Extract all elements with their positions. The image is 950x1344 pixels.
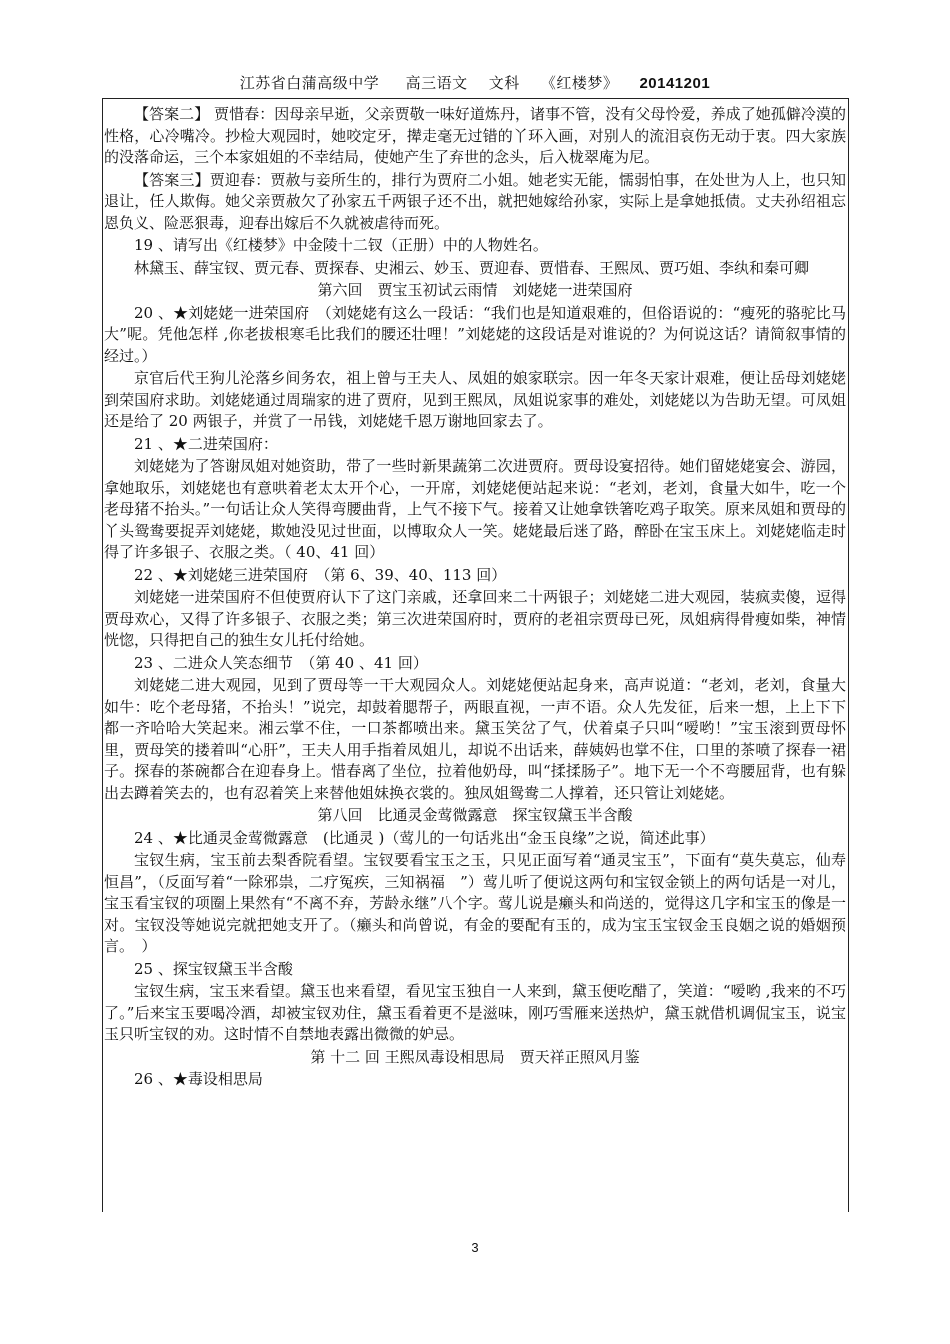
chapter-12-heading: 第 十二 回 王熙凤毒设相思局 贾天祥正照风月鉴 — [310, 1047, 640, 1066]
chapter-8-heading: 第八回 比通灵金莺微露意 探宝钗黛玉半含酸 — [317, 806, 633, 824]
header-subject: 高三语文 — [405, 74, 468, 92]
header-track: 文科 — [488, 74, 520, 92]
answer-24: 宝钗生病，宝玉前去梨香院看望。宝钗要看宝玉之玉，只见正面写着“通灵宝玉”，下面有“莫失莫忘，仙寿恒昌”，（反面写着“一除邪祟，二疗冤疾，三知祸福 ”）莺儿听了便说这两句和宝钗金锁上的两句话是一对儿，宝玉看宝钗的项圈上果然有“不离不弃，芳龄永继”八个字。莺儿说是癞头和尚送的，觉得这几字和宝玉的像是一对。宝钗没等她说完就把她支开了。（癞头和尚曾说，有金的要配有玉的，成为宝玉宝钗金玉良姻之说的婚姻预言。 ） — [104, 851, 846, 955]
question-25: 25 、探宝钗黛玉半含酸 — [134, 959, 293, 978]
question-22: 22 、★刘姥姥三进荣国府 （第 6、39、40、113 回） — [134, 565, 507, 584]
question-20: 20 、★刘姥姥一进荣国府 （刘姥姥有这么一段话：“我们也是知道艰难的，但俗语说的：“瘦死的骆驼比马大”呢。凭他怎样 ,你老拔根寒毛比我们的腰还壮哩！”刘姥姥的这段话是对谁说的？为何说这话？请简叙事情的经过。） — [104, 303, 846, 365]
header-book: 《红楼梦》 — [540, 74, 619, 92]
answer-22: 刘姥姥一进荣国府不但使贾府认下了这门亲戚，还拿回来二十两银子；刘姥姥二进大观园，装疯卖傻，逗得贾母欢心，又得了许多银子、衣服之类；第三次进荣国府时，贾府的老祖宗贾母已死，凤姐病得骨瘦如柴，神情恍惚，只得把自己的独生女儿托付给她。 — [104, 588, 846, 649]
answer-three-paragraph: 【答案三】贾迎春：贾赦与妾所生的，排行为贾府二小姐。她老实无能，懦弱怕事，在处世为人上，也只知退让，任人欺侮。她父亲贾赦欠了孙家五千两银子还不出，就把她嫁给孙家，实际上是拿她抵债。丈夫孙绍祖忘恩负义、险恶狠毒，迎春出嫁后不久就被虐待而死。 — [104, 170, 846, 232]
frame-right-border — [848, 98, 849, 1212]
question-24: 24 、★比通灵金莺微露意 (比通灵 )（莺儿的一句话兆出“金玉良缘”之说，简述此事） — [134, 828, 715, 847]
answer-21: 刘姥姥为了答谢凤姐对她资助，带了一些时新果蔬第二次进贾府。贾母设宴招待。她们留姥姥宴会、游园，拿她取乐，刘姥姥也有意哄着老太太开个心，一开席，刘姥姥便站起来说：“老刘，老刘，食量大如牛，吃一个老母猪不抬头。”一句话让众人笑得弯腰曲背，上气不接下气。接着又让她拿铁箸吃鸡子取笑。原来凤姐和贾母的丫头鸳鸯要捉弄刘姥姥，欺她没见过世面，以博取众人一笑。姥姥最后迷了路，醉卧在宝玉床上。刘姥姥临走时得了许多银子、衣服之类。（ 40、41 回） — [104, 457, 846, 561]
header-rule — [102, 98, 848, 99]
header-school: 江苏省白蒲高级中学 — [239, 74, 380, 92]
frame-left-border — [102, 98, 103, 1212]
answer-25: 宝钗生病，宝玉来看望。黛玉也来看望，看见宝玉独自一人来到，黛玉便吃醋了，笑道：“嗳哟 ,我来的不巧了。”后来宝玉要喝冷酒，却被宝钗劝住，黛玉看着更不是滋味，刚巧雪雁来送热炉，黛玉就借机调侃宝玉，说宝玉只听宝钗的劝。这时情不自禁地表露出微微的妒忌。 — [104, 982, 846, 1043]
answer-two-paragraph: 【答案二】 贾惜春：因母亲早逝，父亲贾敬一味好道炼丹，诸事不管，没有父母怜爱，养成了她孤僻冷漠的性格，心冷嘴冷。抄检大观园时，她咬定牙，撵走毫无过错的丫环入画，对别人的流泪哀伤无动于衷。四大家族的没落命运，三个本家姐姐的不幸结局，使她产生了弃世的念头，后入栊翠庵为尼。 — [104, 105, 846, 166]
question-21: 21 、★二进荣国府： — [134, 434, 278, 453]
answer-19: 林黛玉、薛宝钗、贾元春、贾探春、史湘云、妙玉、贾迎春、贾惜春、王熙凤、贾巧姐、李纨和秦可卿 — [134, 258, 810, 277]
chapter-6-heading: 第六回 贾宝玉初试云雨情 刘姥姥一进荣国府 — [317, 281, 633, 299]
document-body — [104, 104, 846, 1092]
page-number: 3 — [471, 1240, 479, 1255]
question-19: 19 、请写出《红楼梦》中金陵十二钗（正册）中的人物姓名。 — [134, 236, 548, 254]
question-23: 23 、二进众人笑态细节 （第 40 、41 回） — [134, 653, 428, 672]
answer-20: 京官后代王狗儿沦落乡间务农，祖上曾与王夫人、凤姐的娘家联宗。因一年冬天家计艰难，便让岳母刘姥姥到荣国府求助。刘姥姥通过周瑞家的进了贾府，见到王熙凤，凤姐说家事的难处，刘姥姥以为告助无望。可凤姐还是给了 20 两银子，并赏了一吊钱，刘姥姥千恩万谢地回家去了。 — [104, 369, 846, 430]
header-date: 20141201 — [639, 75, 711, 92]
page-header — [0, 72, 950, 93]
answer-23: 刘姥姥二进大观园，见到了贾母等一干大观园众人。刘姥姥便站起身来，高声说道：“老刘，老刘，食量大如牛：吃个老母猪，不抬头！”说完，却鼓着腮帮子，两眼直视，一声不语。众人先发征，后来一想，上上下下都一齐哈哈大笑起来。湘云掌不住，一口茶都喷出来。黛玉笑岔了气，伏着桌子只叫“嗳哟！”宝玉滚到贾母怀里，贾母笑的搂着叫“心肝”，王夫人用手指着凤姐儿，却说不出话来，薛姨妈也掌不住，口里的茶喷了探春一裙子。探春的茶碗都合在迎春身上。惜春离了坐位，拉着他奶母，叫“揉揉肠子”。地下无一个不弯腰屈背，也有躲出去蹲着笑去的，也有忍着笑上来替他姐妹换衣裳的。独凤姐鸳鸯二人撑着，还只管让刘姥姥。 — [104, 676, 846, 802]
question-26: 26 、★毒设相思局 — [134, 1070, 263, 1088]
